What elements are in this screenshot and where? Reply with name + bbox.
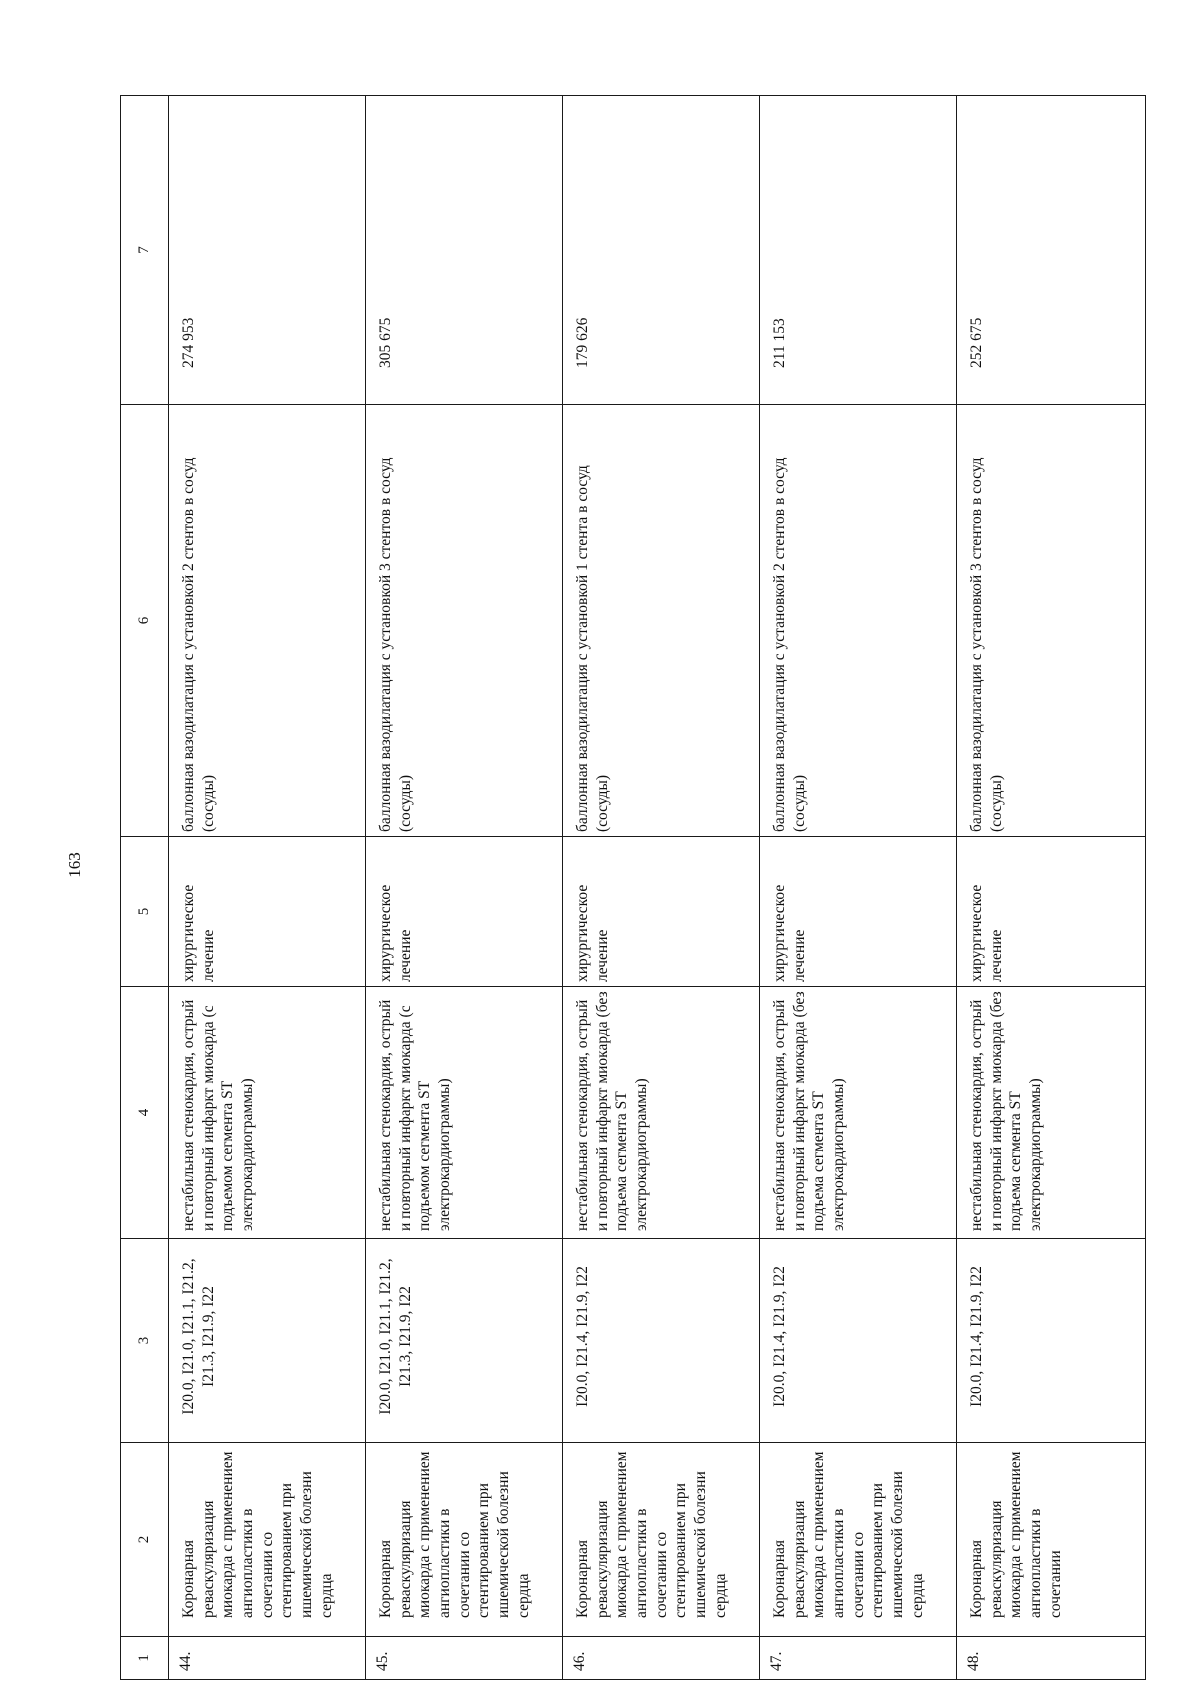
header-cell-3: 3: [121, 1239, 169, 1443]
icd-codes: I20.0, I21.4, I21.9, I22: [760, 1239, 957, 1443]
row-number: 44.: [169, 1637, 366, 1680]
header-cell-1: 1: [121, 1637, 169, 1680]
table-row: [563, 96, 760, 1680]
header-row: [121, 96, 169, 1680]
page-number: 163: [65, 852, 84, 878]
treatment-method: баллонная вазодилатация с установкой 3 стентов в сосуд (сосуды): [957, 405, 1146, 837]
treatment-method: баллонная вазодилатация с установкой 1 стента в сосуд (сосуды): [563, 405, 760, 837]
header-cell-2: 2: [121, 1443, 169, 1637]
cost-value: 211 153: [760, 96, 957, 405]
care-type-name: Коронарная реваскуляризация миокарда с применением ангиопластики в сочетании со стентированием при ишемической болезни сердца: [366, 1443, 563, 1637]
treatment-method: баллонная вазодилатация с установкой 3 стентов в сосуд (сосуды): [366, 405, 563, 837]
care-type-name: Коронарная реваскуляризация миокарда с применением ангиопластики в сочетании: [957, 1443, 1146, 1637]
cost-value: 274 953: [169, 96, 366, 405]
cost-value: 305 675: [366, 96, 563, 405]
header-cell-6: 6: [121, 405, 169, 837]
table-row: [760, 96, 957, 1680]
treatment-type: хирургическое лечение: [366, 837, 563, 987]
treatment-type: хирургическое лечение: [169, 837, 366, 987]
treatment-method: баллонная вазодилатация с установкой 2 стентов в сосуд (сосуды): [169, 405, 366, 837]
services-table: [120, 95, 1146, 1680]
table-row: [957, 96, 1146, 1680]
row-number: 47.: [760, 1637, 957, 1680]
treatment-type: хирургическое лечение: [563, 837, 760, 987]
treatment-type: хирургическое лечение: [957, 837, 1146, 987]
table-row: [169, 96, 366, 1680]
row-number: 45.: [366, 1637, 563, 1680]
row-number: 46.: [563, 1637, 760, 1680]
patient-model: нестабильная стенокардия, острый и повторный инфаркт миокарда (без подъема сегмента ST электрокардиограммы): [760, 987, 957, 1239]
care-type-name: Коронарная реваскуляризация миокарда с применением ангиопластики в сочетании со стентированием при ишемической болезни сердца: [760, 1443, 957, 1637]
icd-codes: I20.0, I21.4, I21.9, I22: [563, 1239, 760, 1443]
patient-model: нестабильная стенокардия, острый и повторный инфаркт миокарда (с подъемом сегмента ST электрокардиограммы): [169, 987, 366, 1239]
patient-model: нестабильная стенокардия, острый и повторный инфаркт миокарда (без подъема сегмента ST электрокардиограммы): [563, 987, 760, 1239]
patient-model: нестабильная стенокардия, острый и повторный инфаркт миокарда (с подъемом сегмента ST электрокардиограммы): [366, 987, 563, 1239]
icd-codes: I20.0, I21.0, I21.1, I21.2, I21.3, I21.9, I22: [169, 1239, 366, 1443]
table-row: [366, 96, 563, 1680]
care-type-name: Коронарная реваскуляризация миокарда с применением ангиопластики в сочетании со стентированием при ишемической болезни сердца: [169, 1443, 366, 1637]
header-cell-4: 4: [121, 987, 169, 1239]
row-number: 48.: [957, 1637, 1146, 1680]
treatment-type: хирургическое лечение: [760, 837, 957, 987]
care-type-name: Коронарная реваскуляризация миокарда с применением ангиопластики в сочетании со стентированием при ишемической болезни сердца: [563, 1443, 760, 1637]
icd-codes: I20.0, I21.0, I21.1, I21.2, I21.3, I21.9, I22: [366, 1239, 563, 1443]
icd-codes: I20.0, I21.4, I21.9, I22: [957, 1239, 1146, 1443]
header-cell-7: 7: [121, 96, 169, 405]
cost-value: 252 675: [957, 96, 1146, 405]
treatment-method: баллонная вазодилатация с установкой 2 стентов в сосуд (сосуды): [760, 405, 957, 837]
header-cell-5: 5: [121, 837, 169, 987]
cost-value: 179 626: [563, 96, 760, 405]
rotated-table-container: [120, 96, 1088, 1680]
patient-model: нестабильная стенокардия, острый и повторный инфаркт миокарда (без подъема сегмента ST электрокардиограммы): [957, 987, 1146, 1239]
